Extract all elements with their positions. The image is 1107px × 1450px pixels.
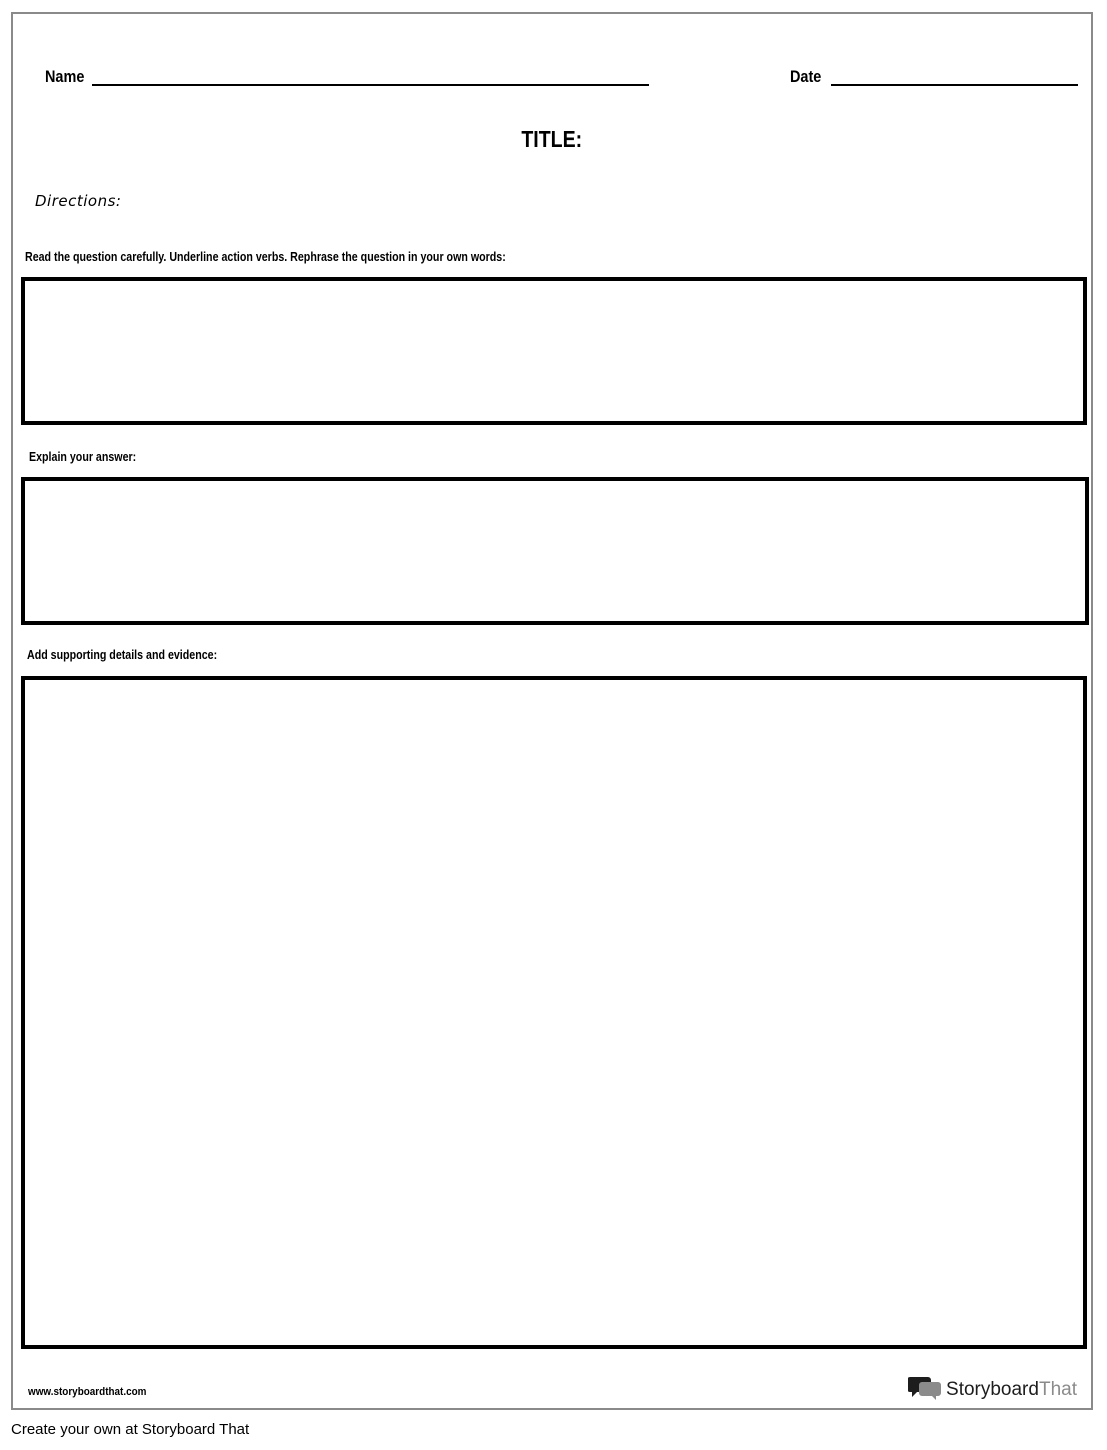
footer-url[interactable]: www.storyboardthat.com (28, 1386, 147, 1398)
worksheet-page (11, 12, 1093, 1410)
name-label: Name (45, 67, 85, 86)
brand-wordmark: StoryboardThat (946, 1378, 1077, 1400)
prompt-explain: Explain your answer: (29, 449, 137, 464)
date-line[interactable] (831, 84, 1078, 86)
name-line[interactable] (92, 84, 649, 86)
answer-box-explain[interactable] (21, 477, 1089, 625)
storyboardthat-logo[interactable] (908, 1374, 1077, 1405)
worksheet-title: TITLE: (521, 126, 583, 152)
create-your-own-caption[interactable]: Create your own at Storyboard That (11, 1421, 250, 1438)
answer-box-evidence[interactable] (21, 676, 1087, 1349)
speech-bubbles-icon (908, 1374, 942, 1405)
date-label: Date (790, 67, 822, 86)
answer-box-rephrase[interactable] (21, 277, 1087, 425)
prompt-rephrase: Read the question carefully. Underline action verbs. Rephrase the question in your own words: (25, 249, 506, 264)
directions-label: Directions: (35, 192, 122, 210)
prompt-evidence: Add supporting details and evidence: (27, 647, 218, 662)
